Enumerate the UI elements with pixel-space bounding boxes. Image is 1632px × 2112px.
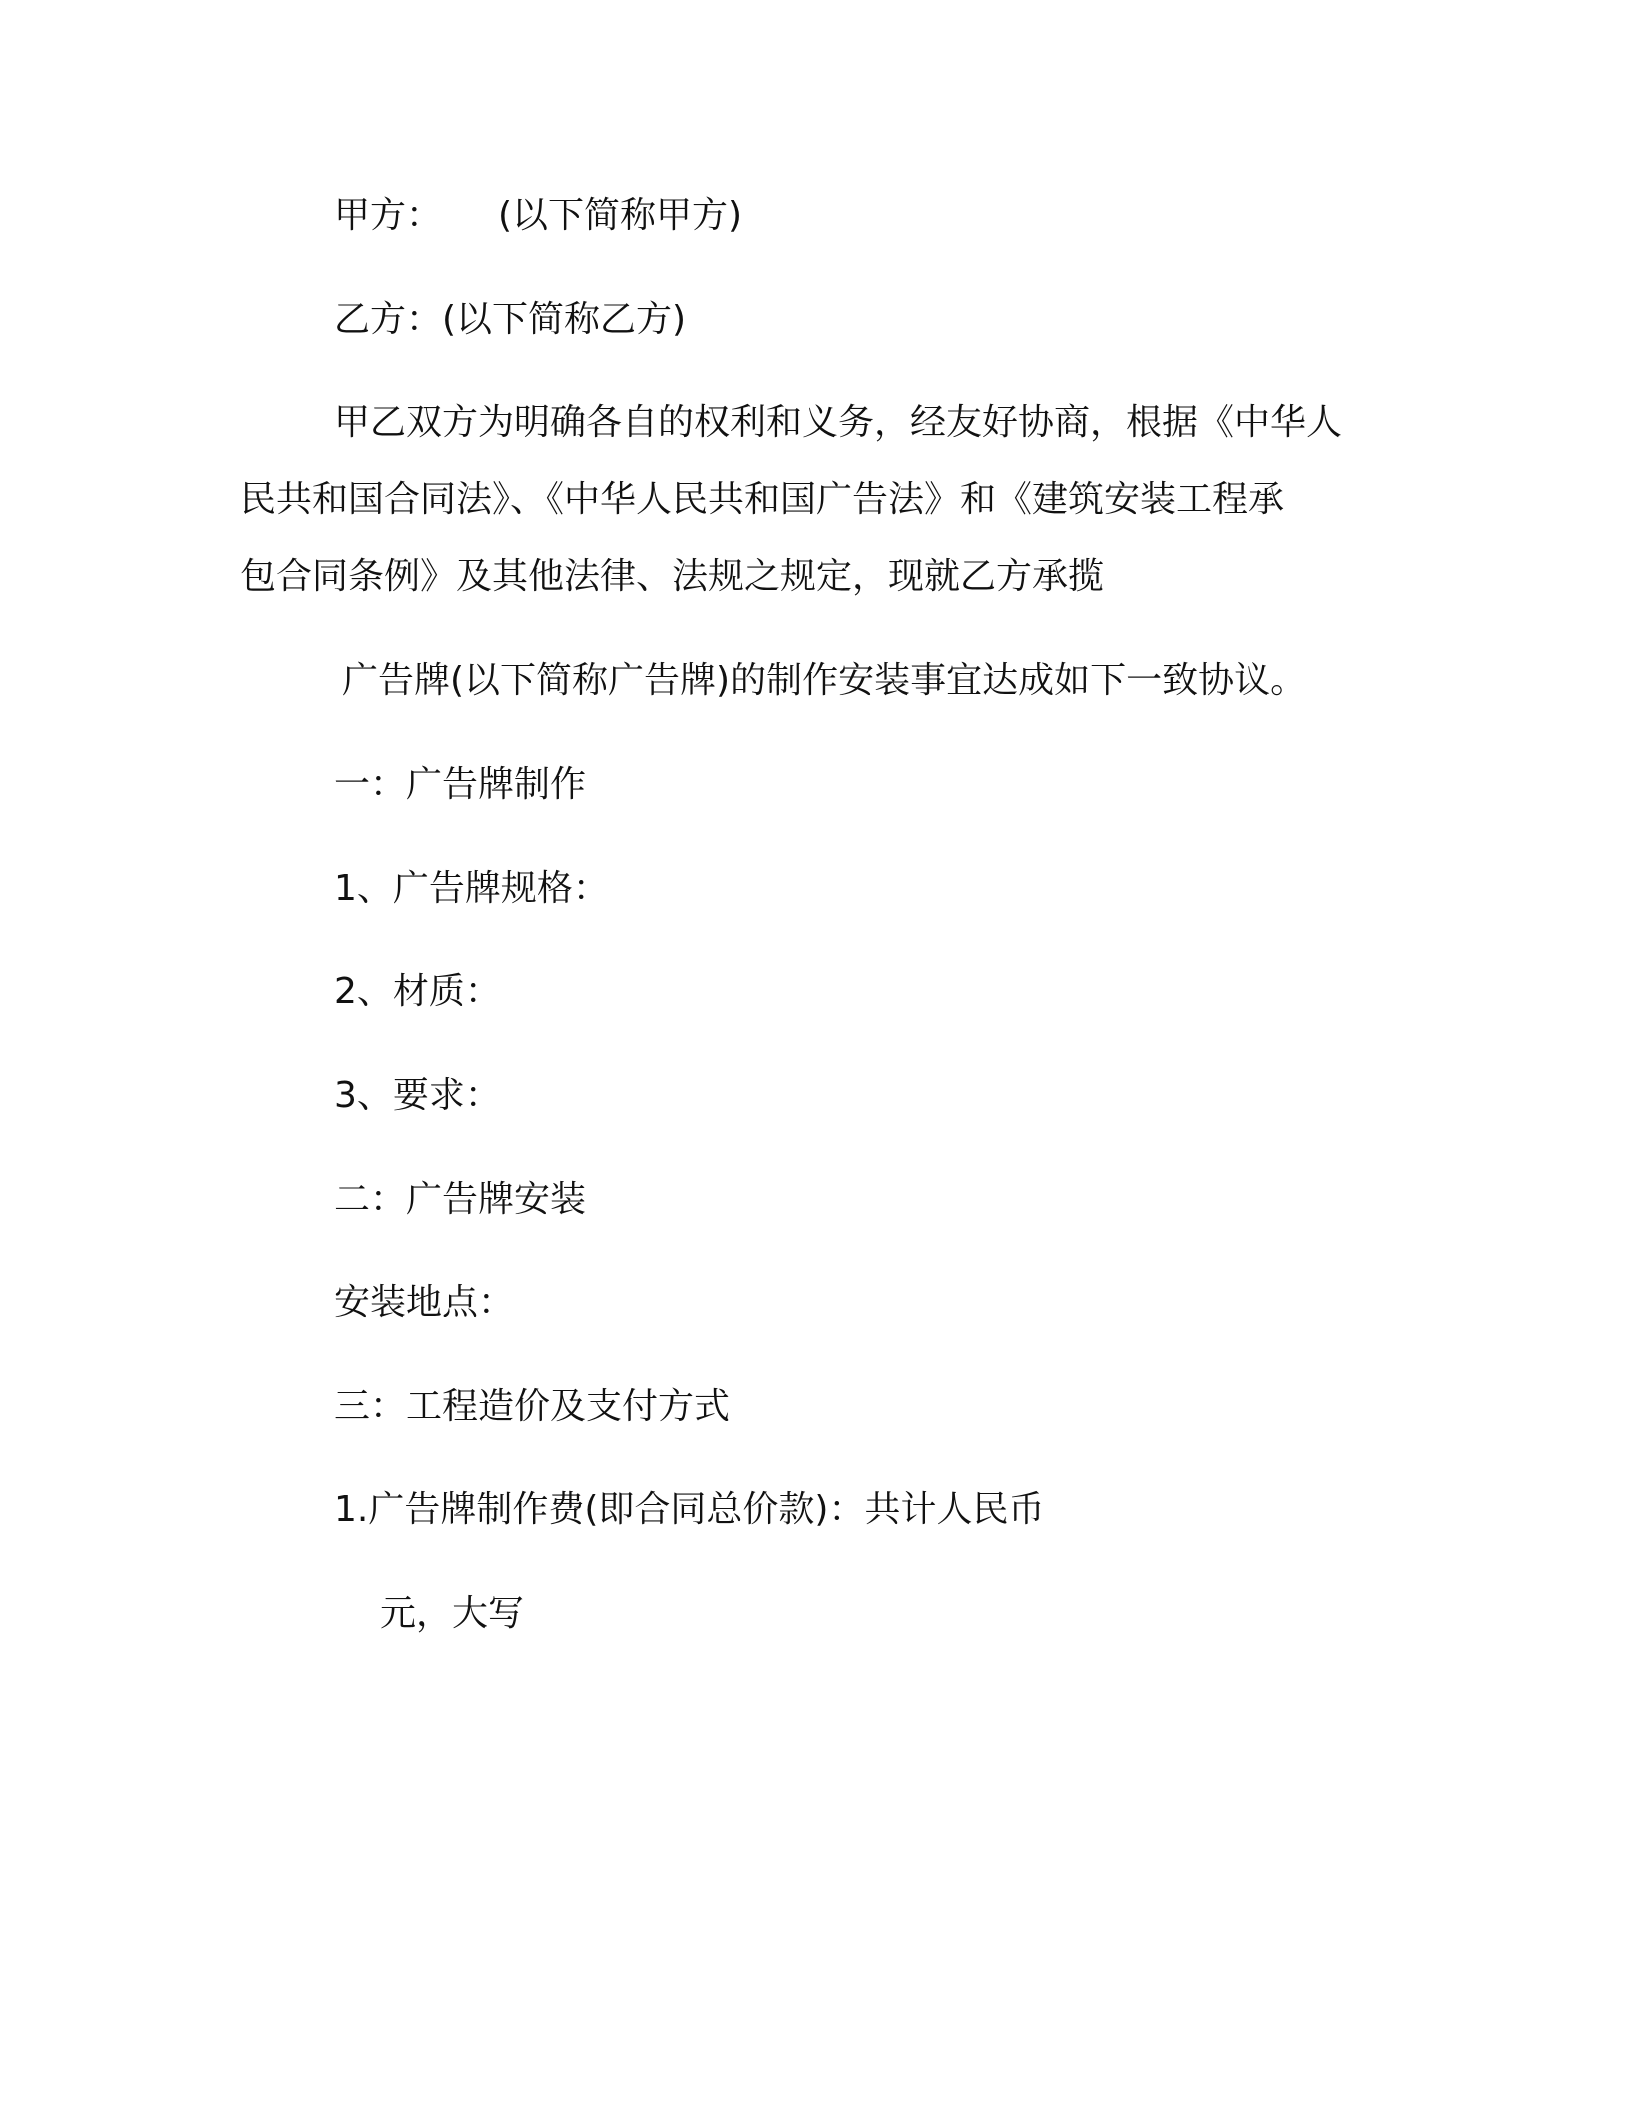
amount-line: 元，大写 — [380, 1593, 525, 1634]
preamble-line-2: 民共和国合同法》、《中华人民共和国广告法》和《建筑安装工程承 — [240, 479, 1285, 520]
agreement-line: 广告牌(以下简称广告牌)的制作安装事宜达成如下一致协议。 — [342, 660, 1307, 701]
party-a-label: 甲方： — [334, 195, 443, 236]
section-3-heading: 三：工程造价及支付方式 — [334, 1386, 731, 1427]
section-1-heading: 一：广告牌制作 — [334, 764, 587, 805]
section-2-heading: 二：广告牌安装 — [334, 1179, 587, 1220]
install-location: 安装地点： — [334, 1282, 515, 1323]
preamble-line-1: 甲乙双方为明确各自的权利和义务，经友好协商，根据《中华人 — [334, 402, 1343, 443]
item-1-size: 1、广告牌规格： — [334, 868, 609, 909]
party-a-line — [334, 196, 742, 236]
item-3-requirements: 3、要求： — [334, 1075, 501, 1116]
fee-line: 1.广告牌制作费(即合同总价款)：共计人民币 — [334, 1489, 1045, 1530]
item-2-material: 2、材质： — [334, 971, 501, 1012]
preamble-line-3: 包合同条例》及其他法律、法规之规定，现就乙方承揽 — [240, 556, 1105, 597]
party-a-note: (以下简称甲方) — [498, 195, 743, 236]
party-b-line: 乙方：(以下简称乙方) — [334, 299, 687, 340]
